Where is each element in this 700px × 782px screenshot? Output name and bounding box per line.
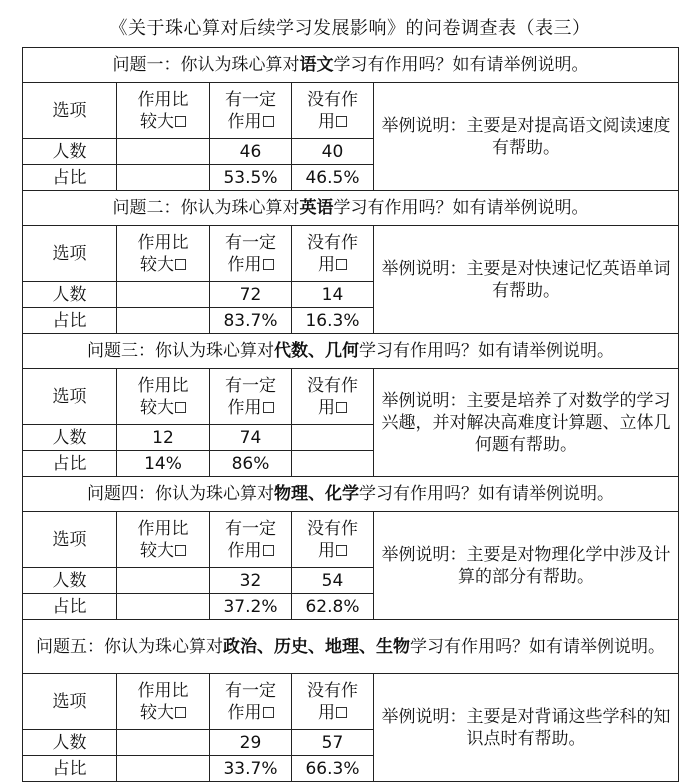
question-suffix: 学习有作用吗？如有请举例说明。 [333,55,589,75]
question-subject: 地理 [325,637,360,657]
count-cell-2: 32 [210,568,292,594]
option-header-3 [292,369,374,425]
option-header-line-1: 没有作 [307,375,358,396]
option-header-line-2: 作用 [227,702,262,723]
ratio-cell-3: 66.3% [292,756,374,782]
question-subject-separator: 、 [257,637,275,657]
count-cell-1 [117,730,210,756]
option-header-line-1: 作用比 [137,89,189,110]
row-label-option: 选项 [23,674,117,730]
option-header-line-2: 较大 [140,702,174,723]
count-cell-3 [292,425,374,451]
option-header-2 [210,512,292,568]
question-suffix: 学习有作用吗？如有请举例说明。 [359,484,615,504]
count-cell-3: 57 [292,730,374,756]
count-cell-2: 74 [210,425,292,451]
question-subject-separator: 、 [308,637,326,657]
count-cell-2: 46 [210,139,292,165]
checkbox-icon[interactable] [263,707,274,718]
question-suffix: 学习有作用吗？如有请举例说明。 [359,341,615,361]
ratio-cell-3: 46.5% [292,165,374,191]
option-header-line-2: 用 [318,254,335,275]
option-header-3 [292,83,374,139]
option-header-line-1: 作用比 [137,375,189,396]
row-label-ratio: 占比 [23,594,117,620]
option-header-line-2: 作用 [227,540,262,561]
row-label-ratio: 占比 [23,451,117,477]
option-header-line-2: 较大 [140,540,174,561]
note-math: 举例说明：主要是培养了对数学的学习兴趣，并对解决高难度计算题、立体几何题有帮助。 [374,369,679,477]
row-label-count: 人数 [23,282,117,308]
question-suffix: 学习有作用吗？如有请举例说明。 [333,198,589,218]
count-cell-1: 12 [117,425,210,451]
count-cell-3: 40 [292,139,374,165]
option-header-line-2: 作用 [227,397,262,418]
question-subject-separator: 、 [308,484,326,504]
note-english: 举例说明：主要是对快速记忆英语单词有帮助。 [374,226,679,334]
page-title: 《关于珠心算对后续学习发展影响》的问卷调查表（表三） [109,18,591,39]
question-text-chinese [23,48,679,83]
option-header-line-1: 没有作 [307,518,358,539]
options-row [23,512,679,568]
question-subject: 语文 [299,55,334,75]
option-header-line-2: 较大 [140,254,174,275]
question-row-english [23,191,679,226]
option-header-2 [210,674,292,730]
ratio-cell-1 [117,594,210,620]
checkbox-icon[interactable] [336,707,347,718]
count-cell-2: 72 [210,282,292,308]
question-prefix: 问题四：你认为珠心算对 [87,484,275,504]
option-header-line-2: 较大 [140,111,174,132]
row-label-count: 人数 [23,730,117,756]
checkbox-icon[interactable] [263,116,274,127]
option-header-1 [117,674,210,730]
option-header-line-1: 作用比 [137,232,189,253]
option-header-line-2: 用 [318,702,335,723]
options-row [23,226,679,282]
option-header-line-1: 没有作 [307,680,358,701]
option-header-line-1: 没有作 [307,89,358,110]
ratio-cell-2: 83.7% [210,308,292,334]
checkbox-icon[interactable] [336,402,347,413]
checkbox-icon[interactable] [175,259,186,270]
checkbox-icon[interactable] [336,116,347,127]
question-row-chinese [23,48,679,83]
ratio-cell-2: 53.5% [210,165,292,191]
option-header-line-1: 有一定 [225,89,276,110]
option-header-2 [210,226,292,282]
question-subject: 英语 [299,198,334,218]
ratio-cell-3: 16.3% [292,308,374,334]
option-header-line-1: 有一定 [225,375,276,396]
question-subject: 历史 [274,637,309,657]
count-cell-3: 14 [292,282,374,308]
row-label-ratio: 占比 [23,165,117,191]
option-header-1 [117,83,210,139]
count-cell-3: 54 [292,568,374,594]
ratio-cell-3 [292,451,374,477]
option-header-line-1: 有一定 [225,680,276,701]
options-row [23,674,679,730]
checkbox-icon[interactable] [263,259,274,270]
ratio-cell-1 [117,165,210,191]
option-header-line-1: 作用比 [137,680,189,701]
count-cell-1 [117,568,210,594]
count-cell-1 [117,139,210,165]
row-label-count: 人数 [23,139,117,165]
ratio-cell-3: 62.8% [292,594,374,620]
question-subject: 生物 [376,637,411,657]
checkbox-icon[interactable] [263,402,274,413]
question-text-physics-chemistry [23,477,679,512]
option-header-1 [117,226,210,282]
option-header-line-2: 用 [318,540,335,561]
checkbox-icon[interactable] [336,259,347,270]
question-subject-separator: 、 [308,341,326,361]
ratio-cell-2: 37.2% [210,594,292,620]
option-header-3 [292,512,374,568]
option-header-2 [210,369,292,425]
option-header-line-1: 有一定 [225,518,276,539]
option-header-line-2: 用 [318,397,335,418]
option-header-line-2: 作用 [227,111,262,132]
question-text-math [23,334,679,369]
row-label-count: 人数 [23,425,117,451]
question-row-humanities-biology [23,620,679,674]
option-header-2 [210,83,292,139]
options-row [23,369,679,425]
checkbox-icon[interactable] [175,402,186,413]
question-subject: 几何 [325,341,360,361]
ratio-cell-2: 86% [210,451,292,477]
option-header-line-1: 作用比 [137,518,189,539]
count-cell-2: 29 [210,730,292,756]
option-header-3 [292,674,374,730]
ratio-cell-2: 33.7% [210,756,292,782]
question-row-math [23,334,679,369]
question-suffix: 学习有作用吗？如有请举例说明。 [410,637,666,657]
count-cell-1 [117,282,210,308]
row-label-ratio: 占比 [23,308,117,334]
question-prefix: 问题二：你认为珠心算对 [112,198,300,218]
note-physics-chemistry: 举例说明：主要是对物理化学中涉及计算的部分有帮助。 [374,512,679,620]
row-label-option: 选项 [23,369,117,425]
question-subject-separator: 、 [359,637,377,657]
row-label-option: 选项 [23,226,117,282]
survey-table [22,47,679,782]
option-header-line-2: 用 [318,111,335,132]
row-label-option: 选项 [23,512,117,568]
checkbox-icon[interactable] [263,545,274,556]
question-subject: 政治 [223,637,258,657]
option-header-line-2: 作用 [227,254,262,275]
option-header-3 [292,226,374,282]
ratio-cell-1 [117,756,210,782]
question-subject: 物理 [274,484,309,504]
option-header-line-1: 没有作 [307,232,358,253]
question-subject: 化学 [325,484,360,504]
row-label-ratio: 占比 [23,756,117,782]
checkbox-icon[interactable] [175,545,186,556]
row-label-option: 选项 [23,83,117,139]
question-subject: 代数 [274,341,309,361]
question-prefix: 问题三：你认为珠心算对 [87,341,275,361]
option-header-1 [117,512,210,568]
question-text-english [23,191,679,226]
question-prefix: 问题五：你认为珠心算对 [36,637,224,657]
checkbox-icon[interactable] [175,116,186,127]
row-label-count: 人数 [23,568,117,594]
option-header-line-2: 较大 [140,397,174,418]
ratio-cell-1 [117,308,210,334]
note-chinese: 举例说明：主要是对提高语文阅读速度有帮助。 [374,83,679,191]
ratio-cell-1: 14% [117,451,210,477]
options-row [23,83,679,139]
option-header-line-1: 有一定 [225,232,276,253]
option-header-1 [117,369,210,425]
note-humanities-biology: 举例说明：主要是对背诵这些学科的知识点时有帮助。 [374,674,679,782]
question-prefix: 问题一：你认为珠心算对 [112,55,300,75]
checkbox-icon[interactable] [336,545,347,556]
checkbox-icon[interactable] [175,707,186,718]
question-text-humanities-biology [23,620,679,674]
question-row-physics-chemistry [23,477,679,512]
